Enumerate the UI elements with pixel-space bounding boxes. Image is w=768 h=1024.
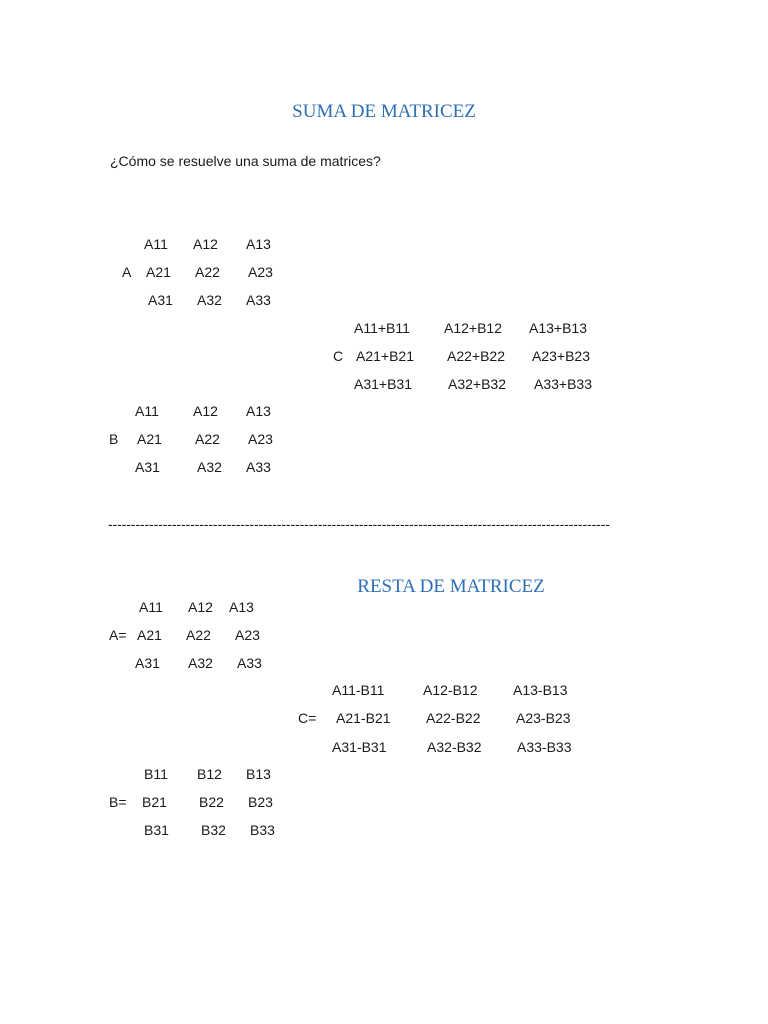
resta-c-cell: A11-B11 bbox=[332, 682, 385, 698]
resta-b-cell: B31 bbox=[144, 822, 169, 838]
suma-b-cell: A32 bbox=[197, 459, 222, 475]
suma-a-cell: A31 bbox=[148, 292, 173, 308]
suma-c-cell: A12+B12 bbox=[444, 320, 502, 336]
resta-a-cell: A31 bbox=[135, 655, 160, 671]
suma-b-cell: A33 bbox=[246, 459, 271, 475]
suma-b-cell: A12 bbox=[193, 403, 218, 419]
resta-a-cell: A33 bbox=[237, 655, 262, 671]
resta-c-cell: A13-B13 bbox=[513, 682, 568, 698]
resta-b-cell: B32 bbox=[201, 822, 226, 838]
resta-c-cell: A31-B31 bbox=[332, 739, 387, 755]
suma-a-cell: A13 bbox=[246, 236, 271, 252]
resta-c-cell: A33-B33 bbox=[517, 739, 572, 755]
resta-matrix-b-label: B= bbox=[109, 794, 127, 810]
suma-b-cell: A23 bbox=[248, 431, 273, 447]
suma-a-cell: A32 bbox=[197, 292, 222, 308]
suma-matrix-a-label: A bbox=[122, 264, 132, 280]
resta-title: RESTA DE MATRICEZ bbox=[357, 576, 545, 597]
resta-b-cell: B22 bbox=[199, 794, 224, 810]
suma-a-cell: A12 bbox=[193, 236, 218, 252]
resta-b-cell: B21 bbox=[142, 794, 167, 810]
suma-a-cell: A33 bbox=[246, 292, 271, 308]
resta-c-cell: A23-B23 bbox=[516, 710, 571, 726]
resta-b-cell: B11 bbox=[144, 766, 168, 782]
suma-question: ¿Cómo se resuelve una suma de matrices? bbox=[110, 153, 381, 169]
suma-b-cell: A13 bbox=[246, 403, 271, 419]
resta-b-cell: B23 bbox=[248, 794, 273, 810]
suma-c-cell: A31+B31 bbox=[354, 376, 412, 392]
suma-b-cell: A11 bbox=[135, 403, 159, 419]
resta-c-cell: A21-B21 bbox=[336, 710, 391, 726]
suma-c-cell: A23+B23 bbox=[532, 348, 590, 364]
suma-c-cell: A13+B13 bbox=[529, 320, 587, 336]
suma-a-cell: A11 bbox=[144, 236, 168, 252]
resta-a-cell: A32 bbox=[188, 655, 213, 671]
suma-c-cell: A33+B33 bbox=[534, 376, 592, 392]
suma-b-cell: A31 bbox=[135, 459, 160, 475]
resta-c-cell: A32-B32 bbox=[427, 739, 482, 755]
resta-a-cell: A21 bbox=[137, 627, 162, 643]
resta-b-cell: B13 bbox=[246, 766, 271, 782]
section-separator: -------------------------------------------------------------------------------------------------------------- bbox=[108, 516, 610, 532]
resta-b-cell: B33 bbox=[250, 822, 275, 838]
suma-title: SUMA DE MATRICEZ bbox=[292, 101, 476, 122]
resta-a-cell: A11 bbox=[139, 599, 163, 615]
resta-a-cell: A23 bbox=[235, 627, 260, 643]
suma-c-cell: A22+B22 bbox=[447, 348, 505, 364]
resta-matrix-c-label: C= bbox=[298, 710, 317, 726]
suma-c-cell: A21+B21 bbox=[356, 348, 414, 364]
resta-c-cell: A22-B22 bbox=[426, 710, 481, 726]
suma-c-cell: A11+B11 bbox=[354, 320, 410, 336]
suma-a-cell: A22 bbox=[195, 264, 220, 280]
suma-a-cell: A21 bbox=[146, 264, 171, 280]
suma-matrix-b-label: B bbox=[109, 431, 119, 447]
suma-c-cell: A32+B32 bbox=[448, 376, 506, 392]
suma-b-cell: A21 bbox=[137, 431, 162, 447]
resta-a-cell: A13 bbox=[229, 599, 254, 615]
resta-a-cell: A12 bbox=[188, 599, 213, 615]
resta-matrix-a-label: A= bbox=[109, 627, 127, 643]
resta-c-cell: A12-B12 bbox=[423, 682, 478, 698]
suma-b-cell: A22 bbox=[195, 431, 220, 447]
resta-b-cell: B12 bbox=[197, 766, 222, 782]
resta-a-cell: A22 bbox=[186, 627, 211, 643]
suma-matrix-c-label: C bbox=[333, 348, 344, 364]
suma-a-cell: A23 bbox=[248, 264, 273, 280]
